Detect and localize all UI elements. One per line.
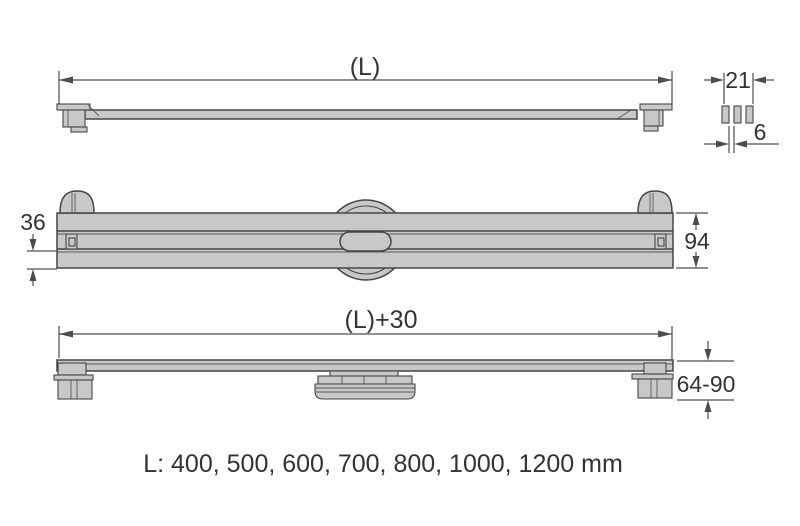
top-view: [57, 53, 672, 132]
dim-length-L: [59, 53, 672, 104]
siphon: [315, 371, 415, 399]
length-options-caption: L: 400, 500, 600, 700, 800, 1000, 1200 mm: [143, 450, 623, 478]
anchor-clip-right: [655, 234, 666, 249]
dim-label-length: (L): [349, 53, 381, 81]
detail-slats: [722, 106, 753, 123]
anchor-clip-left: [66, 234, 77, 249]
end-cap-right: [638, 191, 672, 213]
bottom-view: [54, 306, 735, 419]
side-view: [20, 191, 710, 286]
dim-slot-gap: [704, 119, 779, 153]
dim-label-slot-gap: 6: [753, 119, 767, 145]
dim-label-body-lower-height: 36: [20, 209, 46, 235]
dim-total-height: [676, 213, 710, 268]
dim-overall-length: [59, 306, 672, 363]
dim-body-lower-height: [20, 209, 57, 286]
end-cap-left: [60, 191, 94, 213]
grate-bar: [85, 110, 637, 119]
dim-edge-width: [704, 67, 774, 104]
dim-label-overall-length: (L)+30: [344, 306, 418, 334]
dim-label-installed-height: 64-90: [676, 371, 736, 397]
channel-base: [57, 360, 673, 371]
dim-label-edge-width: 21: [725, 67, 751, 93]
dim-label-total-height: 94: [684, 228, 710, 254]
dim-installed-height: [677, 341, 736, 419]
edge-detail: [704, 67, 779, 153]
outlet-slot: [340, 232, 391, 251]
